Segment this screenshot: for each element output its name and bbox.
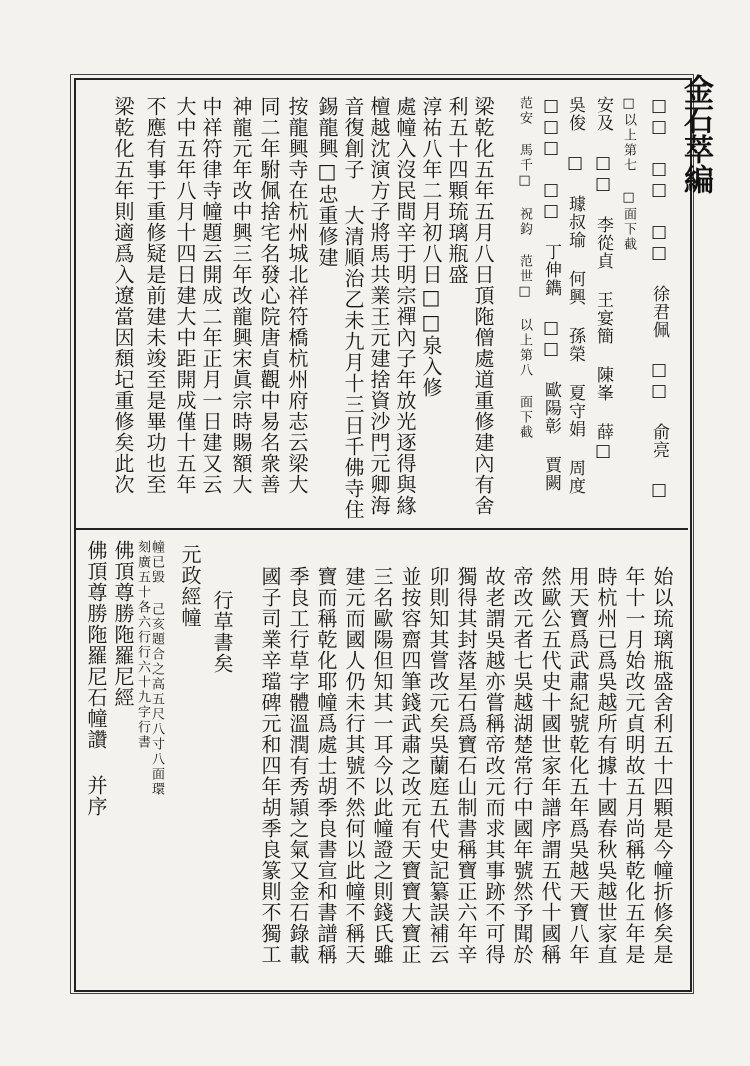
upper-column: 安及 □□ 李從貞 王宴簡 陳峯 薛□ bbox=[593, 96, 613, 462]
lower-column: 帝改元者七吳越湖楚常行中國年號然予聞於 bbox=[510, 566, 534, 965]
lower-column: 然歐公五代史十國世家年譜序謂五代十國稱 bbox=[538, 566, 562, 965]
lower-column: 國子司業辛璫碑元和四年胡季良篆則不獨工 bbox=[258, 566, 282, 965]
upper-column: 處幢入沒民間辛于明宗禪內子年放光逐得與緣 bbox=[393, 96, 417, 516]
lower-column: 元政經幢 bbox=[178, 544, 202, 628]
upper-column: 神龍元年改中興三年改龍興宋眞宗時賜額大 bbox=[229, 96, 253, 495]
upper-column: 同二年駙佩捨宅名發心院唐貞觀中易名衆善 bbox=[257, 96, 281, 495]
upper-column: 音復創子 大清順治乙未九月十三日千佛寺住 bbox=[341, 96, 365, 520]
upper-column: 淳祐八年二月初八日□□泉入修 bbox=[419, 96, 443, 398]
upper-column: 梁乾化五年五月八日頂陁僧處道重修建內有舍 bbox=[471, 96, 495, 516]
upper-column: 錫龍興□忠重修建 bbox=[315, 96, 339, 268]
lower-column: 故老謂吳越亦嘗稱帝改元而求其事跡不可得 bbox=[482, 566, 506, 965]
lower-column: 佛頂尊勝陁羅尼經 bbox=[111, 540, 135, 708]
upper-column: 利五十四顆琉璃瓶盛 bbox=[445, 96, 469, 285]
lower-column: 卯則知其嘗改元矣吳蘭庭五代史記纂誤補云 bbox=[426, 566, 450, 965]
upper-column: □以上第七 □面下截 bbox=[621, 96, 636, 252]
upper-column: □□ □□ □□ 徐君佩 □□ 俞亮 □ bbox=[649, 96, 669, 501]
lower-column: 行草書矣 bbox=[210, 590, 234, 674]
upper-column: 不應有事于重修疑是前建未竣至是畢功也至 bbox=[143, 96, 167, 495]
upper-column: □□□ □□ 丁伸鐫 □□ 歐陽彰 賈闕 bbox=[541, 96, 561, 492]
upper-column: 中祥符律寺幢題云開成二年正月一日建又云 bbox=[199, 96, 223, 495]
lower-column: 時杭州已爲吳越所有據十國春秋吳越世家直 bbox=[594, 566, 618, 965]
lower-column: 用天寶爲武肅紀號乾化五年爲吳越天寶八年 bbox=[566, 566, 590, 965]
lower-column: 年十一月始改元貞明故五月尚稱乾化五年是 bbox=[622, 566, 646, 965]
upper-column: 梁乾化五年則適爲入遼當因頹圮重修矣此次 bbox=[111, 96, 135, 495]
lower-column: 寶而稱乾化耶幢爲處士胡季良書宣和書譜稱 bbox=[314, 566, 338, 965]
lower-column: 並按容齋四筆錢武肅之改元有天寶寶大寶正 bbox=[398, 566, 422, 965]
lower-column: 獨得其封落星石爲寶石山制書稱寶正六年辛 bbox=[454, 566, 478, 965]
lower-column: 建元而國人仍未行其號不然何以此幢不稱天 bbox=[342, 566, 366, 965]
book-title: 金石萃編 bbox=[678, 74, 713, 194]
lower-column: 刻廣五十各六行行六十九字行書 bbox=[135, 540, 150, 750]
upper-column: 按龍興寺在杭州城北祥符橋杭州府志云梁大 bbox=[285, 96, 309, 495]
upper-column: 大中五年八月十四日建大中距開成僅十五年 bbox=[173, 96, 197, 495]
upper-column: 吳俊 □ 璩叔瑜 何興 孫榮 夏守娟 周度 bbox=[565, 96, 585, 495]
lower-column: 始以琉璃瓶盛舍利五十四顆是今幢折修矣是 bbox=[650, 566, 674, 965]
lower-column: 季良工行草字體溫潤有秀頴之氣又金石錄載 bbox=[286, 566, 310, 965]
lower-column: 佛頂尊勝陁羅尼石幢讚 并序 bbox=[84, 540, 108, 817]
upper-column: 范安 馬千□ 祝鈞 范世□ 以上第八 面下截 bbox=[517, 96, 532, 440]
lower-column: 幢已毀 己亥題合之高五尺八寸八面環 bbox=[149, 540, 164, 797]
lower-column: 三名歐陽但知其一耳今以此幢證之則錢氏雖 bbox=[370, 566, 394, 965]
upper-column: 檀越沈演方子將馬共業王元建捨資沙門元卿海 bbox=[367, 96, 391, 516]
section-divider bbox=[76, 528, 688, 530]
